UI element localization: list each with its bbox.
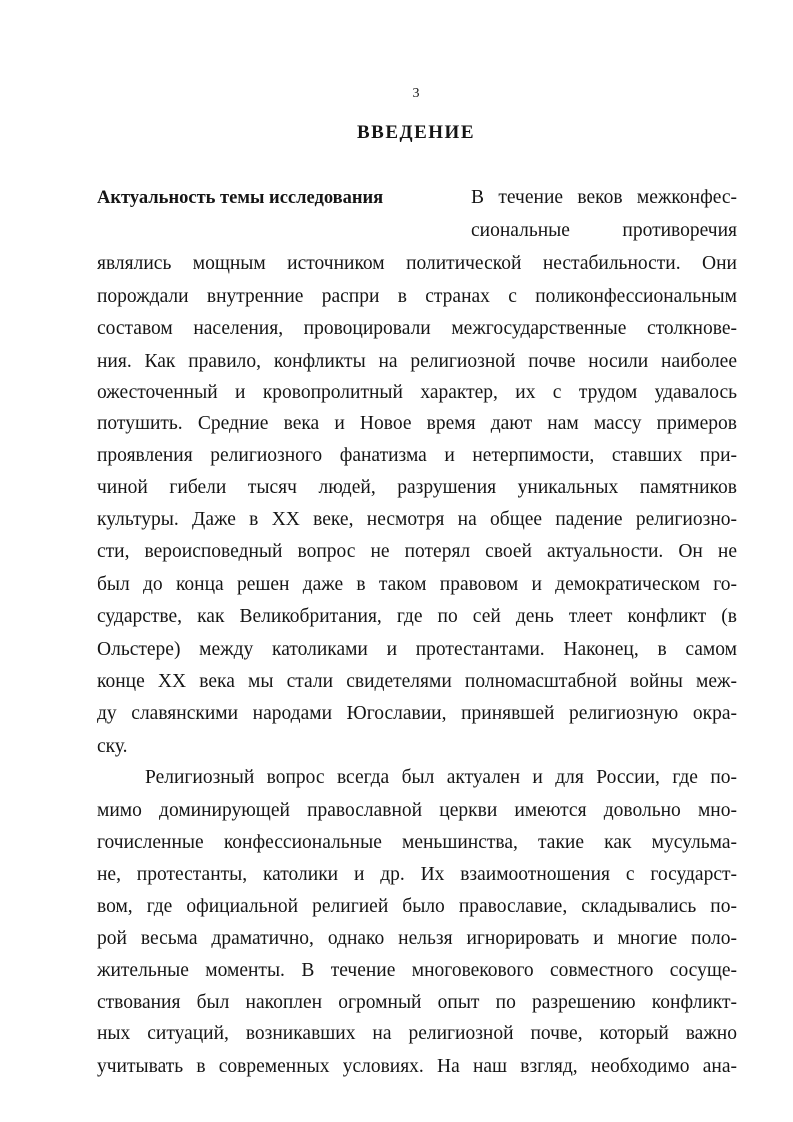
text-line: Ольстере) между католиками и протестантами. Наконец, в самом	[97, 639, 737, 660]
text-line: ствования был накоплен огромный опыт по разрешению конфликт-	[97, 992, 737, 1013]
text-line: потушить. Средние века и Новое время дают нам массу примеров	[97, 413, 737, 434]
text-line: чиной гибели тысяч людей, разрушения уникальных памятников	[97, 477, 737, 498]
text-line: конце XX века мы стали свидетелями полномасштабной войны меж-	[97, 671, 737, 692]
page-number: 3	[412, 86, 420, 101]
text-line: сиональные противоречия	[471, 220, 737, 241]
text-line: мимо доминирующей православной церкви имеются довольно мно-	[97, 800, 737, 821]
text-line: ожесточенный и кровопролитный характер, их с трудом удавалось	[97, 382, 737, 403]
text-line: Религиозный вопрос всегда был актуален и для России, где по-	[145, 767, 737, 788]
text-line: ных ситуаций, возникавших на религиозной почве, который важно	[97, 1023, 737, 1044]
text-line: В течение веков межконфес-	[471, 187, 737, 208]
text-line: сти, вероисповедный вопрос не потерял своей актуальности. Он не	[97, 541, 737, 562]
text-line: учитывать в современных условиях. На наш взгляд, необходимо ана-	[97, 1056, 737, 1077]
text-line: культуры. Даже в XX веке, несмотря на общее падение религиозно-	[97, 509, 737, 530]
text-line: являлись мощным источником политической нестабильности. Они	[97, 253, 737, 274]
text-line: жительные моменты. В течение многовекового совместного сосуще-	[97, 960, 737, 981]
text-line: рой весьма драматично, однако нельзя игнорировать и многие поло-	[97, 928, 737, 949]
text-line: был до конца решен даже в таком правовом и демократическом го-	[97, 574, 737, 595]
text-line: вом, где официальной религией было православие, складывались по-	[97, 896, 737, 917]
text-line: сударстве, как Великобритания, где по сей день тлеет конфликт (в	[97, 606, 737, 627]
text-line: составом населения, провоцировали межгосударственные столкнове-	[97, 318, 737, 339]
text-line: ния. Как правило, конфликты на религиозной почве носили наиболее	[97, 351, 737, 372]
text-line: проявления религиозного фанатизма и нетерпимости, ставших при-	[97, 445, 737, 466]
text-line: не, протестанты, католики и др. Их взаимоотношения с государст-	[97, 864, 737, 885]
text-line: порождали внутренние распри в странах с поликонфессиональным	[97, 286, 737, 307]
section-subheading: Актуальность темы исследования	[97, 188, 384, 208]
text-line: ду славянскими народами Югославии, принявшей религиозную окра-	[97, 703, 737, 724]
page-title: ВВЕДЕНИЕ	[357, 122, 475, 143]
text-line: ску.	[97, 736, 128, 757]
text-line: гочисленные конфессиональные меньшинства, такие как мусульма-	[97, 832, 737, 853]
